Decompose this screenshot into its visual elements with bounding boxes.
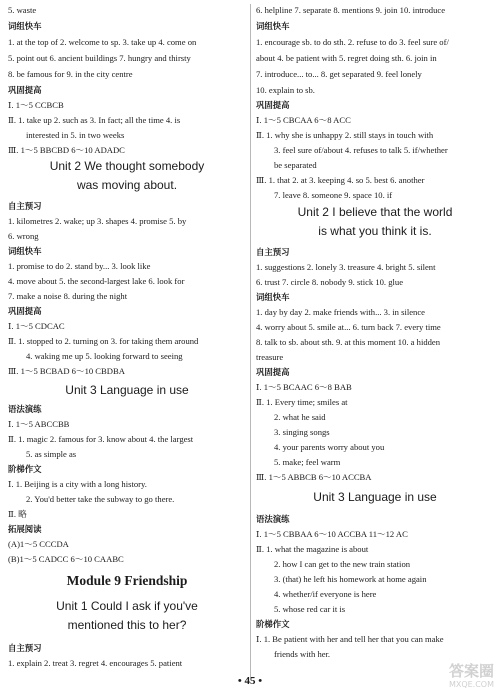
answer-line: Ⅱ. 略 <box>8 509 27 519</box>
answer-line: about 4. be patient with 5. regret doing sth. 6. join in <box>256 53 437 63</box>
answer-line: 3. (that) he left his homework at home again <box>274 574 427 584</box>
answer-line: Ⅱ. 1. Every time; smiles at <box>256 397 348 407</box>
section-heading: 阶梯作文 <box>256 619 290 629</box>
answer-line: Ⅱ. 1. why she is unhappy 2. still stays in touch with <box>256 130 434 140</box>
answer-line: 4. waking me up 5. looking forward to seeing <box>26 351 183 361</box>
answer-line: 4. your parents worry about you <box>274 442 385 452</box>
answer-line: (B)1～5 CADCC 6～10 CAABC <box>8 554 124 564</box>
unit-title: is what you think it is. <box>318 224 432 238</box>
section-heading: 词组快车 <box>256 292 290 302</box>
section-heading: 词组快车 <box>256 21 290 31</box>
answer-line: Ⅱ. 1. magic 2. famous for 3. know about 4. the largest <box>8 434 194 444</box>
answer-line: 3. singing songs <box>274 427 330 437</box>
answer-line: 2. what he said <box>274 412 326 422</box>
watermark-logo-text: 答案圈 <box>448 662 494 680</box>
answer-line: Ⅲ. 1～5 BCBAD 6～10 CBDBA <box>8 366 125 376</box>
answer-line: 1. suggestions 2. lonely 3. treasure 4. bright 5. silent <box>256 262 436 272</box>
answer-line: 4. worry about 5. smile at... 6. turn back 7. every time <box>256 322 441 332</box>
answer-line: 7. make a noise 8. during the night <box>8 291 128 301</box>
unit-title: Unit 1 Could I ask if you've <box>56 599 198 613</box>
answer-line: 4. move about 5. the second-largest lake 6. look for <box>8 276 185 286</box>
unit-title: Unit 3 Language in use <box>313 490 437 504</box>
answer-line: Ⅰ. 1～5 CCBCB <box>8 100 64 110</box>
section-heading: 阶梯作文 <box>8 464 42 474</box>
answer-line: 1. at the top of 2. welcome to sp. 3. take up 4. come on <box>8 37 197 47</box>
answer-line: Ⅰ. 1. Beijing is a city with a long history. <box>8 479 147 489</box>
answer-line: Ⅲ. 1. that 2. at 3. keeping 4. so 5. best 6. another <box>256 175 425 185</box>
page-number: • 45 • <box>237 675 263 687</box>
answer-line: friends with her. <box>274 649 331 659</box>
column-divider <box>250 4 251 680</box>
section-heading: 语法演练 <box>8 404 42 414</box>
answer-line: 8. be famous for 9. in the city centre <box>8 69 133 79</box>
answer-line: 10. explain to sb. <box>256 85 315 95</box>
watermark-logo-url: MXQE.COM <box>448 680 494 689</box>
section-heading: 词组快车 <box>8 246 42 256</box>
answer-line: Ⅰ. 1～5 CDCAC <box>8 321 65 331</box>
answer-line: 1. day by day 2. make friends with... 3. in silence <box>256 307 425 317</box>
answer-line: 5. waste <box>8 5 37 15</box>
answer-line: Ⅰ. 1. Be patient with her and tell her that you can make <box>256 634 444 644</box>
section-heading: 自主预习 <box>256 247 290 257</box>
answer-line: 3. feel sure of/about 4. refuses to talk 5. if/whether <box>274 145 448 155</box>
section-heading: 巩固提高 <box>256 367 290 377</box>
answer-line: 6. helpline 7. separate 8. mentions 9. join 10. introduce <box>256 5 446 15</box>
answer-line: Ⅱ. 1. take up 2. such as 3. In fact; all the time 4. is <box>8 115 181 125</box>
answer-line: 1. encourage sb. to do sth. 2. refuse to do 3. feel sure of/ <box>256 37 449 47</box>
answer-line: 2. how I can get to the new train station <box>274 559 411 569</box>
answer-line: treasure <box>256 352 284 362</box>
answer-line: 5. as simple as <box>26 449 77 459</box>
answer-line: Ⅲ. 1～5 BBCBD 6～10 ADADC <box>8 145 125 155</box>
answer-line: 1. explain 2. treat 3. regret 4. encourages 5. patient <box>8 658 183 668</box>
answer-line: Ⅲ. 1～5 ABBCB 6～10 ACCBA <box>256 472 372 482</box>
answer-line: Ⅱ. 1. stopped to 2. turning on 3. for taking them around <box>8 336 199 346</box>
section-heading: 自主预习 <box>8 643 42 653</box>
answer-line: 6. trust 7. circle 8. nobody 9. stick 10. glue <box>256 277 404 287</box>
unit-title: was moving about. <box>76 178 178 192</box>
module-title: Module 9 Friendship <box>66 573 188 588</box>
answer-line: Ⅰ. 1～5 ABCCBB <box>8 419 70 429</box>
section-heading: 巩固提高 <box>8 306 42 316</box>
answer-line: Ⅰ. 1～5 BCAAC 6～8 BAB <box>256 382 352 392</box>
answer-line: (A)1～5 CCCDA <box>8 539 69 549</box>
answer-line: 1. kilometres 2. wake; up 3. shapes 4. promise 5. by <box>8 216 187 226</box>
answer-line: 5. point out 6. ancient buildings 7. hungry and thirsty <box>8 53 191 63</box>
section-heading: 拓展阅读 <box>8 524 42 534</box>
answer-line: 8. talk to sb. about sth. 9. at this moment 10. a hidden <box>256 337 441 347</box>
answer-line: 4. whether/if everyone is here <box>274 589 377 599</box>
section-heading: 自主预习 <box>8 201 42 211</box>
unit-title: Unit 2 I believe that the world <box>297 205 453 219</box>
unit-title: mentioned this to her? <box>67 618 187 632</box>
answer-line: be separated <box>274 160 317 170</box>
answer-line: interested in 5. in two weeks <box>26 130 125 140</box>
unit-title: Unit 2 We thought somebody <box>49 159 205 173</box>
answer-line: 5. make; feel warm <box>274 457 341 467</box>
answer-line: 2. You'd better take the subway to go there. <box>26 494 175 504</box>
answer-line: Ⅰ. 1～5 CBBAA 6～10 ACCBA 11～12 AC <box>256 529 408 539</box>
section-heading: 巩固提高 <box>256 100 290 110</box>
answer-line: 7. introduce... to... 8. get separated 9. feel lonely <box>256 69 422 79</box>
section-heading: 语法演练 <box>256 514 290 524</box>
section-heading: 巩固提高 <box>8 85 42 95</box>
answer-line: 6. wrong <box>8 231 39 241</box>
answer-line: Ⅱ. 1. what the magazine is about <box>256 544 369 554</box>
answer-line: 5. whose red car it is <box>274 604 346 614</box>
answer-line: Ⅰ. 1～5 CBCAA 6～8 ACC <box>256 115 351 125</box>
section-heading: 词组快车 <box>8 21 42 31</box>
unit-title: Unit 3 Language in use <box>65 383 189 397</box>
watermark-logo <box>424 664 494 690</box>
answer-line: 1. promise to do 2. stand by... 3. look like <box>8 261 151 271</box>
answer-line: 7. leave 8. someone 9. space 10. if <box>274 190 393 200</box>
